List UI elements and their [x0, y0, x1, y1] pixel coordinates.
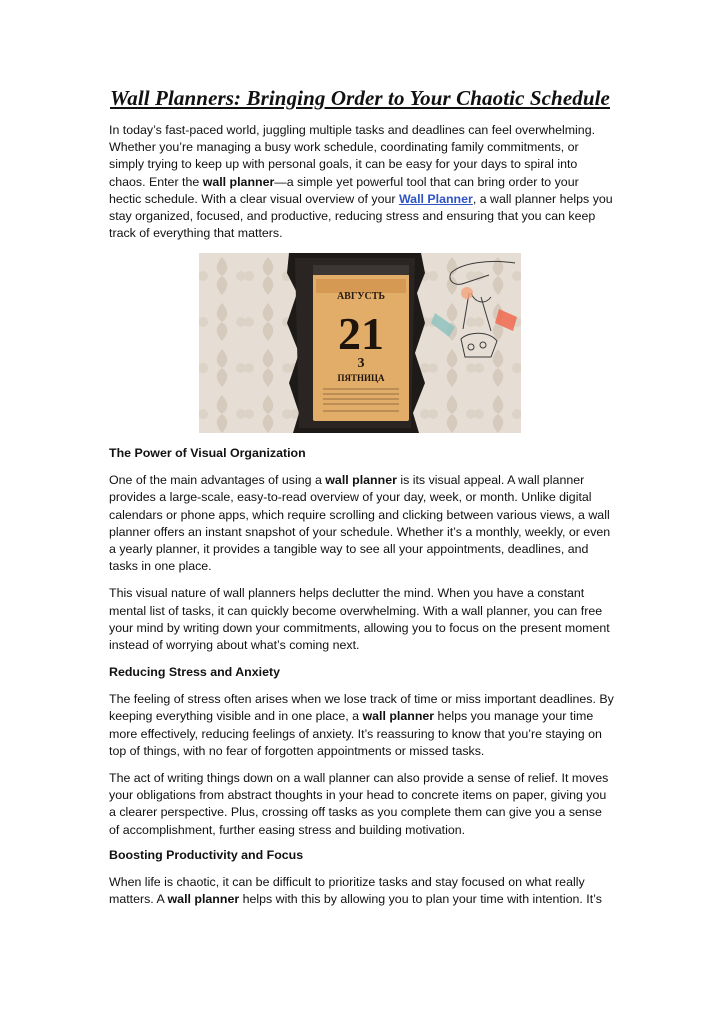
section2-paragraph-1: [109, 691, 614, 760]
section2-text-1: The feeling of stress often arises when we lose track of time or miss important deadlines. By keeping everything visible and in one place, a: [109, 692, 614, 724]
section1-bold: wall planner: [325, 473, 397, 488]
section1-text-2: is its visual appeal. A wall planner provides a large-scale, easy-to-read overview of your day, week, or month. Unlike digital calendars or phone apps, which require scrolling and clicking between various views, a wall planner offers an instant snapshot of your schedule. Whether it’s a monthly, weekly, or even a yearly planner, it provides a tangible way to see all your appointments, deadlines, and tasks in one place.: [109, 473, 611, 574]
section1-paragraph-1: [109, 472, 614, 575]
section2-text-2: helps you manage your time more effectively, reducing feelings of anxiety. It’s reassuring to know that you’re staying on top of things, with no fear of forgotten appointments or missed tasks.: [109, 709, 602, 758]
section1-paragraph-2: This visual nature of wall planners helps declutter the mind. When you have a constant mental list of tasks, it can quickly become overwhelming. With a wall planner, you can free your mind by writing down your commitments, allowing you to focus on the present moment instead of worrying about what’s coming next.: [109, 586, 610, 653]
intro-text-3: , a wall planner helps you stay organized, focused, and productive, reducing stress and ensuring that you can keep track of everything that matters.: [109, 191, 613, 241]
article-image: [199, 253, 521, 433]
calendar-illustration: [199, 253, 521, 433]
section2-bold: wall planner: [362, 709, 435, 724]
calendar-small-number: 3: [357, 356, 365, 371]
calendar-day-number: 21: [338, 308, 384, 359]
section-visual-organization: [109, 445, 614, 654]
section1-text-1: One of the main advantages of using a: [109, 473, 326, 488]
page-title: Wall Planners: Bringing Order to Your Chaotic Schedule: [110, 86, 610, 110]
section-heading: Boosting Productivity and Focus: [109, 848, 304, 862]
intro-bold-wall-planner: wall planner: [202, 174, 275, 189]
wall-planner-link[interactable]: Wall Planner: [398, 191, 473, 206]
section-heading: The Power of Visual Organization: [109, 446, 306, 460]
section3-paragraph-1: [109, 874, 614, 908]
intro-text-2: —a simple yet powerful tool that can bring order to your hectic schedule. With a clear visual overview of your: [109, 174, 579, 206]
section3-bold: wall planner: [167, 892, 240, 907]
intro-text-1: In today’s fast-paced world, juggling multiple tasks and deadlines can feel overwhelming. Whether you’re managing a busy work schedule, coordinating family commitments, or simply trying to keep up with personal goals, it can be easy for your days to spiral into chaos. Enter the: [109, 123, 596, 189]
section-productivity: [109, 847, 614, 909]
intro-paragraph: [109, 122, 614, 242]
section2-paragraph-2: The act of writing things down on a wall planner can also provide a sense of relief. It moves your obligations from abstract thoughts in your head to concrete items on paper, giving you a clearer perspective. Plus, crossing off tasks as you complete them can give you a sense of accomplishment, further easing stress and building motivation.: [109, 771, 609, 837]
section-reducing-stress: [109, 664, 614, 839]
calendar-month-label: АВГУСТЬ: [336, 291, 386, 302]
section-heading: Reducing Stress and Anxiety: [109, 665, 280, 679]
section3-text-1: When life is chaotic, it can be difficult to prioritize tasks and stay focused on what really matters. A: [109, 875, 585, 907]
intro-block: [109, 122, 614, 242]
calendar-weekday-label: ПЯТНИЦА: [337, 373, 385, 383]
section3-text-2: helps with this by allowing you to plan your time with intention. It’s: [239, 892, 602, 907]
